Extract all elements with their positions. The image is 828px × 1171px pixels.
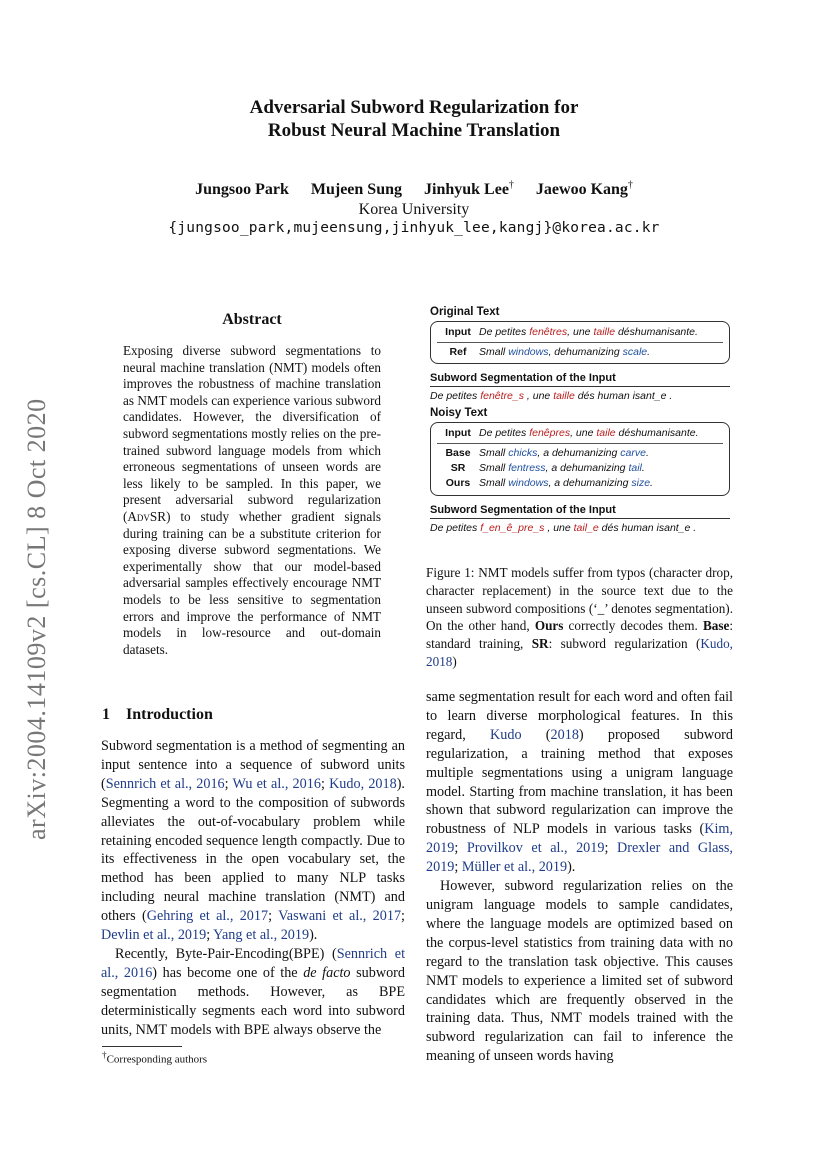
segmentation-value-1: De petites fenêtre_s , une taille dés human isant_e . bbox=[430, 390, 673, 402]
advsr-term: AdvSR bbox=[127, 508, 167, 524]
section-heading-introduction: 1 Introduction bbox=[102, 706, 213, 723]
noisy-text-heading: Noisy Text bbox=[430, 407, 488, 419]
sr-output-row: SR Small fentress, a dehumanizing tail. bbox=[450, 462, 645, 474]
citation-link[interactable]: Wu et al., 2016 bbox=[232, 775, 321, 792]
author-3: Jinhyuk Lee† bbox=[424, 180, 514, 199]
original-text-heading: Original Text bbox=[430, 306, 500, 318]
right-column-text bbox=[426, 688, 733, 1066]
segmentation-heading-2: Subword Segmentation of the Input bbox=[430, 504, 730, 519]
title-line-2: Robust Neural Machine Translation bbox=[267, 120, 561, 141]
intro-paragraph-3: same segmentation result for each word and often fail to learn diverse morphological features. In this regard, Kudo (2018) proposed subword regularization, a training method that exposes multiple segmentations using a unigram language model. Starting from machine translation, it has been shown that subword regularization can improve the robustness of NLP models in various tasks (Kim, 2019; Provilkov et al., 2019; Drexler and Glass, 2019; Müller et al., 2019). bbox=[426, 689, 733, 876]
author-4: Jaewoo Kang† bbox=[535, 180, 633, 199]
title-line-1: Adversarial Subword Regularization for bbox=[249, 97, 579, 118]
citation-link[interactable]: Kudo, 2018 bbox=[426, 636, 733, 669]
figure-1-caption: Figure 1: NMT models suffer from typos (character drop, character replacement) in the source text due to the unseen subword compositions (‘_’ denotes segmentation). On the other hand, Ours correctly decodes them. Base: standard training, SR: subword regularization (Kudo, 2018) bbox=[426, 565, 733, 669]
footnote: †Corresponding authors bbox=[102, 1050, 208, 1066]
citation-link[interactable]: Kudo bbox=[490, 726, 522, 743]
author-emails: {jungsoo_park,mujeensung,jinhyuk_lee,kangj}@korea.ac.kr bbox=[168, 220, 660, 236]
noisy-input-row: Input De petites fenêpres, une taile déshumanisante. bbox=[445, 427, 699, 439]
citation-link[interactable]: Yang et al., 2019 bbox=[213, 927, 310, 944]
author-1: Jungsoo Park bbox=[195, 181, 289, 199]
citation-year-link[interactable]: 2018 bbox=[550, 726, 579, 743]
original-text-box bbox=[430, 321, 730, 364]
affiliation: Korea University bbox=[358, 201, 470, 218]
citation-link[interactable]: Devlin et al., 2019 bbox=[101, 927, 207, 944]
left-column-text bbox=[101, 737, 405, 1040]
ours-output-row: Ours Small windows, a dehumanizing size. bbox=[445, 477, 653, 489]
noisy-text-box bbox=[430, 422, 730, 496]
original-ref-row: Ref Small windows, dehumanizing scale. bbox=[449, 346, 651, 358]
citation-link[interactable]: Müller et al., 2019 bbox=[461, 859, 568, 876]
abstract-body: Exposing diverse subword segmentations to neural machine translation (NMT) models often improves the robustness of machine translation as NMT models can experience various subword candidates. However, the diversification of subword segmentations mostly relies on the pre-trained subword language models from which erroneous segmentations of unseen words are less likely to be sampled. In this paper, we present adversarial subword regularization (AdvSR) to study whether gradient signals during training can be a substitute criterion for exposing diverse subword segmentations. We experimentally show that our model-based adversarial samples effectively encourage NMT models to be less sensitive to segmentation errors and improve the performance of NMT models in low-resource and out-domain datasets. bbox=[123, 343, 381, 657]
segmentation-heading-1: Subword Segmentation of the Input bbox=[430, 372, 730, 387]
intro-paragraph-1: Subword segmentation is a method of segmenting an input sentence into a sequence of subword units (Sennrich et al., 2016; Wu et al., 2016; Kudo, 2018). Segmenting a word to the composition of subwords alleviates the out-of-vocabulary problem while retaining encoded sequence length compactly. Due to its effectiveness in the open vocabulary set, the method has been applied to many NLP tasks including neural machine translation (NMT) and others (Gehring et al., 2017; Vaswani et al., 2017; Devlin et al., 2019; Yang et al., 2019). bbox=[101, 738, 405, 944]
author-2: Mujeen Sung bbox=[310, 181, 402, 199]
citation-link[interactable]: Kudo, 2018 bbox=[329, 775, 397, 792]
base-output-row: Base Small chicks, a dehumanizing carve. bbox=[445, 447, 649, 459]
citation-link[interactable]: Sennrich et al., 2016 bbox=[105, 775, 225, 792]
citation-link[interactable]: Provilkov et al., 2019 bbox=[466, 840, 605, 857]
citation-link[interactable]: Gehring et al., 2017 bbox=[146, 908, 269, 925]
citation-link[interactable]: Drexler and Glass, 2019 bbox=[426, 840, 733, 876]
footnote-rule bbox=[102, 1046, 182, 1047]
arxiv-stamp bbox=[22, 370, 51, 840]
abstract-heading: Abstract bbox=[222, 311, 282, 328]
author-list bbox=[0, 180, 828, 199]
intro-paragraph-2: Recently, Byte-Pair-Encoding(BPE) (Sennrich et al., 2016) has become one of the de facto subword segmentation methods. However, as BPE deterministically segments each word into subword units, NMT models with BPE always observe the bbox=[101, 945, 406, 1038]
paper-title bbox=[0, 96, 828, 142]
citation-link[interactable]: Sennrich et al., 2016 bbox=[101, 945, 406, 981]
segmentation-value-2: De petites f_en_ê_pre_s , une tail_e dés human isant_e . bbox=[430, 522, 697, 534]
citation-link[interactable]: Kim, 2019 bbox=[426, 821, 733, 857]
intro-paragraph-4: However, subword regularization relies on the unigram language models to sample candidates, where the language models are optimized based on the corpus-level statistics from training data with no regard to the translation task objective. This causes NMT models to experience a limited set of subword candidates which are frequently observed in the training data. Thus, NMT models trained with the subword regularization can fail to inference the meaning of unseen words having bbox=[426, 878, 733, 1065]
arxiv-stamp-text: arXiv:2004.14109v2 [cs.CL] 8 Oct 2020 bbox=[22, 398, 51, 840]
original-input-row: Input De petites fenêtres, une taille déshumanisante. bbox=[445, 326, 698, 338]
citation-link[interactable]: Vaswani et al., 2017 bbox=[278, 908, 402, 925]
figure-1 bbox=[430, 306, 730, 534]
